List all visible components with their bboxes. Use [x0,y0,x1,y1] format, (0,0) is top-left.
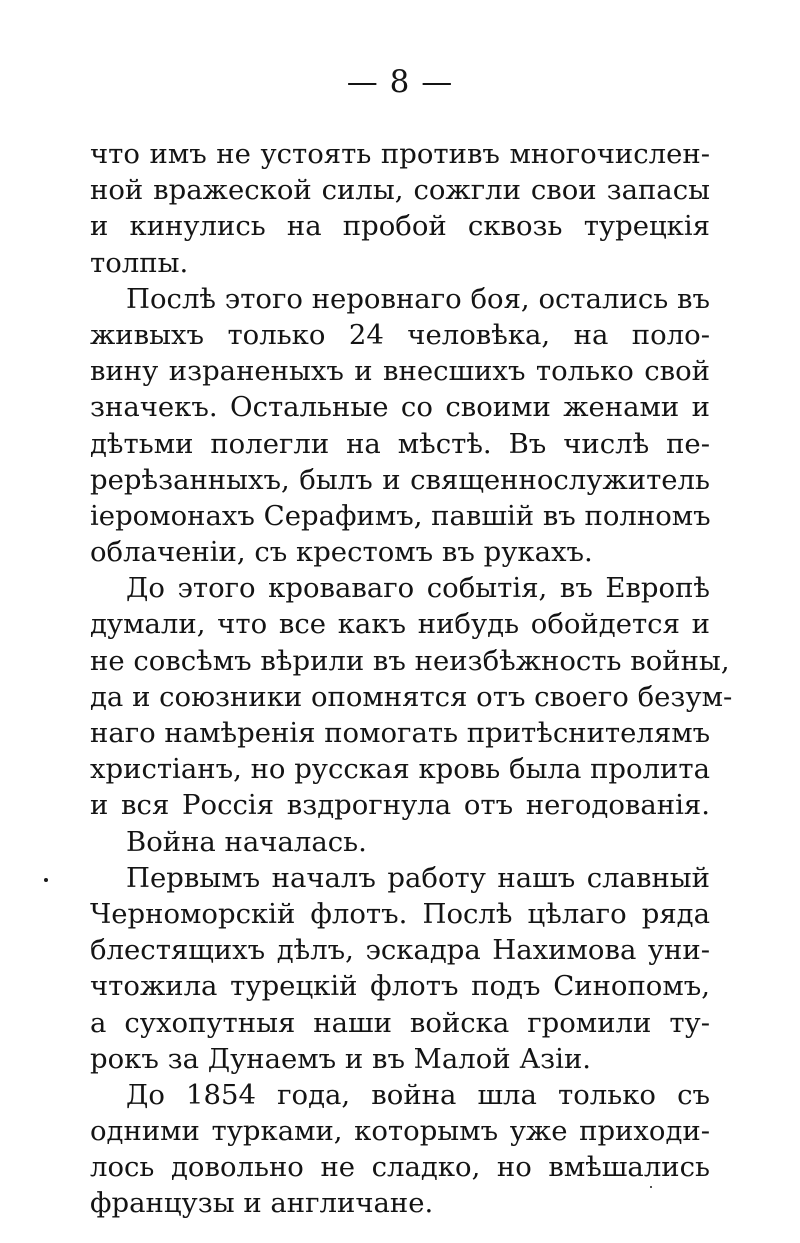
text-line: да и союзники опомнятся отъ своего безум- [90,680,733,713]
text-line: До этого кроваваго событія, въ Европѣ [126,572,710,605]
text-line: ной вражеской силы, сожгли свои запасы [90,174,710,207]
text-line: христіанъ, но русская кровь была пролита [90,753,710,786]
text-line: вину израненыхъ и внесшихъ только свой [90,355,710,388]
scan-speck [44,878,48,882]
text-line: облаченіи, съ крестомъ въ рукахъ. [90,536,593,569]
page-number: — 8 — [346,64,454,100]
text-line: Черноморскій флотъ. Послѣ цѣлаго ряда [90,897,710,930]
text-line: дѣтьми полегли на мѣстѣ. Въ числѣ пе- [90,427,710,460]
text-line: и вся Россія вздрогнула отъ негодованія. [90,789,710,822]
text-line: а сухопутныя наши войска громили ту- [90,1006,710,1039]
text-line: одними турками, которымъ уже приходи- [90,1115,710,1148]
text-line: что имъ не устоять противъ многочислен- [90,138,710,170]
text-line: Первымъ началъ работу нашъ славный [126,861,710,894]
text-line: чтожила турецкій флотъ подъ Синопомъ, [90,970,710,1003]
text-line: французы и англичане. [90,1187,434,1220]
text-line: не совсѣмъ вѣрили въ неизбѣжность войны, [90,644,730,677]
text-line: Война началась. [126,825,367,858]
text-line: лось довольно не сладко, но вмѣшались [90,1151,710,1184]
text-line: живыхъ только 24 человѣка, на поло- [90,318,710,351]
body-text [90,136,733,1222]
text-line: До 1854 года, война шла только съ [126,1078,710,1111]
text-line: значекъ. Остальные со своими женами и [90,391,710,424]
text-line: толпы. [90,246,189,279]
text-line: блестящихъ дѣлъ, эскадра Нахимова уни- [90,934,710,967]
text-line: и кинулись на пробой сквозь турецкія [90,210,710,243]
text-line: думали, что все какъ нибудь обойдется и [90,608,710,641]
text-line: рерѣзанныхъ, былъ и священнослужитель [90,463,710,496]
scan-speck [650,1186,652,1188]
text-line: Послѣ этого неровнаго боя, остались въ [126,282,710,315]
text-line: наго намѣренія помогать притѣснителямъ [90,717,711,749]
text-line: іеромонахъ Серафимъ, павшій въ полномъ [90,499,711,532]
text-line: рокъ за Дунаемъ и въ Малой Азіи. [90,1042,592,1075]
